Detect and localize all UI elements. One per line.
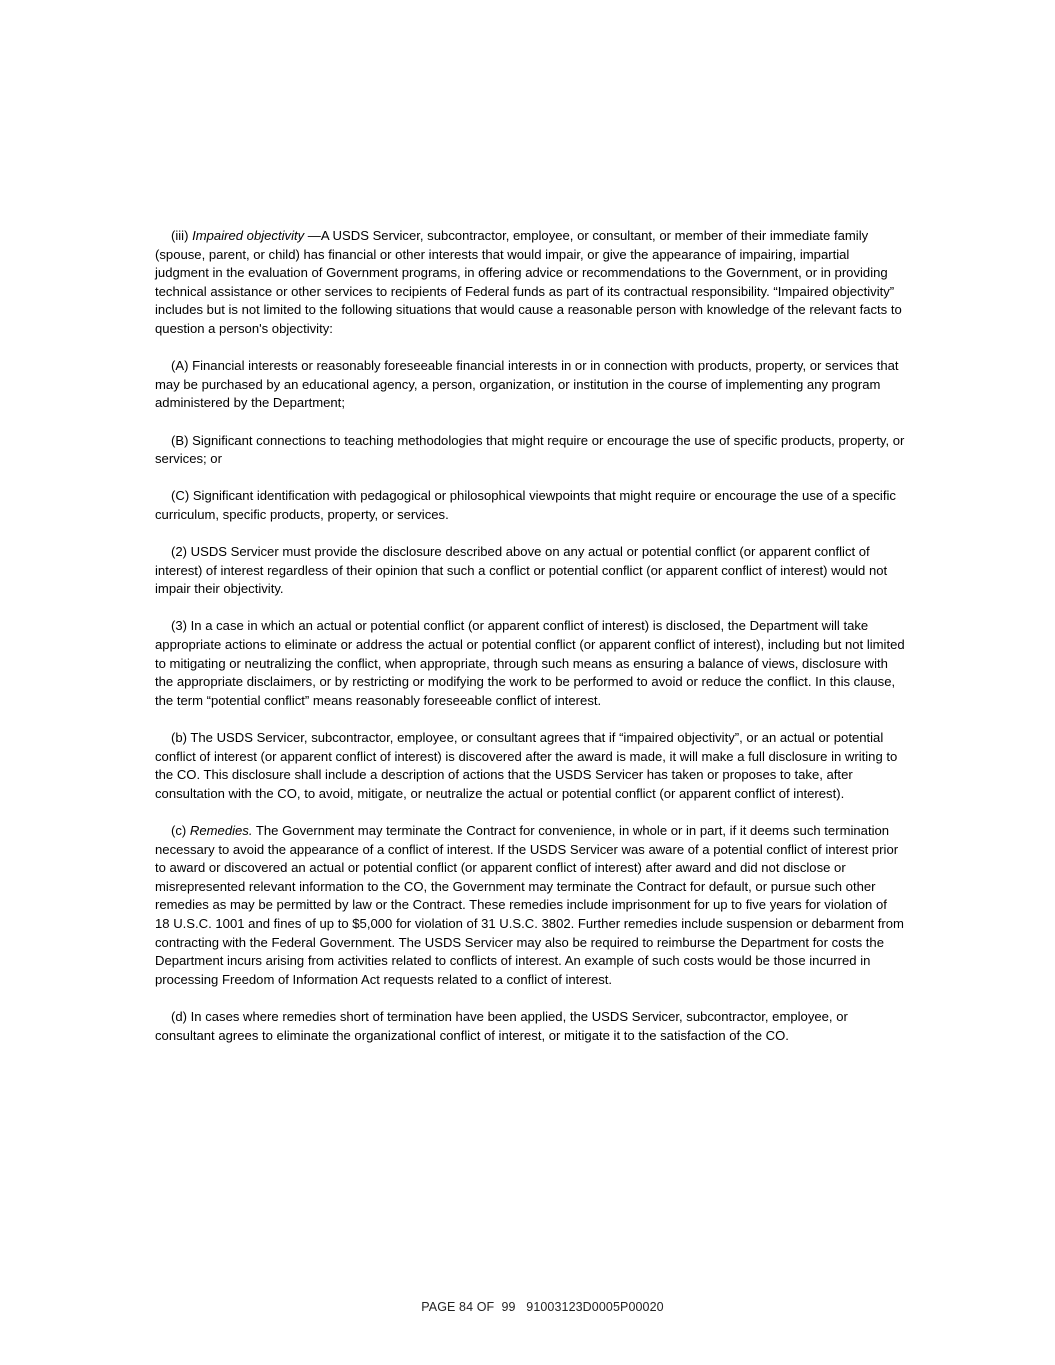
document-body (155, 227, 905, 1045)
paragraph-prefix: (c) (171, 823, 190, 838)
paragraph-2-disclosure: (2) USDS Servicer must provide the disclosure described above on any actual or potential conflict (or apparent conflict of interest) of interest regardless of their opinion that such a conflict or potential conflict (or apparent conflict of interest) would not impair their objectivity. (155, 544, 888, 597)
paragraph-b-post-award-disclosure: (b) The USDS Servicer, subcontractor, employee, or consultant agrees that if “impaired objectivity”, or an actual or potential conflict of interest (or apparent conflict of interest) is discovered after the award is made, it will make a full disclosure in writing to the CO. This disclosure shall include a description of actions that the USDS Servicer has taken or proposes to take, after consultation with the CO, to avoid, mitigate, or neutralize the actual or potential conflict (or apparent conflict of interest). (155, 730, 898, 801)
paragraph-B-teaching-methodologies: (B) Significant connections to teaching methodologies that might require or encourage the use of specific products, property, or services; or (155, 432, 905, 467)
paragraph-text: The Government may terminate the Contract for convenience, in whole or in part, if it deems such termination necessary to avoid the appearance of a conflict of interest. If the USDS Servicer was aware of a potential conflict of interest prior to award or discovered an actual or potential conflict (or apparent conflict of interest) after award and did not disclose or misrepresented relevant information to the CO, the Government may terminate the Contract for default, or pursue such other remedies as may be permitted by law or the Contract. These remedies include imprisonment for up to five years for violation of 18 U.S.C. 1001 and fines of up to $5,000 for violation of 31 U.S.C. 3802. Further remedies include suspension or debarment from contracting with the Federal Government. The USDS Servicer may also be required to reimburse the Department for costs the Department incurs arising from activities related to conflicts of interest. An example of such costs would be those incurred in processing Freedom of Information Act requests related to a conflict of interest. (155, 823, 904, 987)
paragraph-d-mitigation: (d) In cases where remedies short of termination have been applied, the USDS Servicer, subcontractor, employee, or consultant agrees to eliminate the organizational conflict of interest, or mitigate it to the satisfaction of the CO. (155, 1008, 848, 1043)
paragraph-iii-impaired-objectivity (155, 227, 905, 339)
paragraph-c-remedies (155, 822, 905, 989)
paragraph-C-pedagogical-viewpoints: (C) Significant identification with pedagogical or philosophical viewpoints that might require or encourage the use of a specific curriculum, specific products, property, or services. (155, 488, 896, 522)
paragraph-heading-impaired-objectivity: Impaired objectivity (192, 228, 305, 243)
paragraph-A-financial-interests: (A) Financial interests or reasonably foreseeable financial interests in or in connection with products, property, or services that may be purchased by an educational agency, a person, organization, or institution in the course of implementing any program administered by the Department; (155, 358, 899, 411)
paragraph-3-department-actions: (3) In a case in which an actual or potential conflict (or apparent conflict of interest) is disclosed, the Department will take appropriate actions to eliminate or address the actual or potential conflict (or apparent conflict of interest), including but not limited to mitigating or neutralizing the conflict, when appropriate, through such means as ensuring a balance of views, disclosure with the appropriate disclaimers, or by restricting or modifying the work to be performed to avoid or reduce the conflict. In this clause, the term “potential conflict” means reasonably foreseeable conflict of interest. (155, 618, 905, 708)
paragraph-text: —A USDS Servicer, subcontractor, employee, or consultant, or member of their immediate family (spouse, parent, or child) has financial or other interests that would impair, or give the appearance of impairing, impartial judgment in the evaluation of Government programs, in offering advice or recommendations to the Government, or in providing technical assistance or other services to recipients of Federal funds as part of its contractual responsibility. “Impaired objectivity” includes but is not limited to the following situations that would cause a reasonable person with knowledge of the relevant facts to question a person's objectivity: (155, 228, 902, 336)
paragraph-prefix: (iii) (171, 228, 193, 243)
paragraph-heading-remedies: Remedies. (189, 823, 253, 838)
page-footer: PAGE 84 OF 99 91003123D0005P00020 (421, 1300, 664, 1314)
